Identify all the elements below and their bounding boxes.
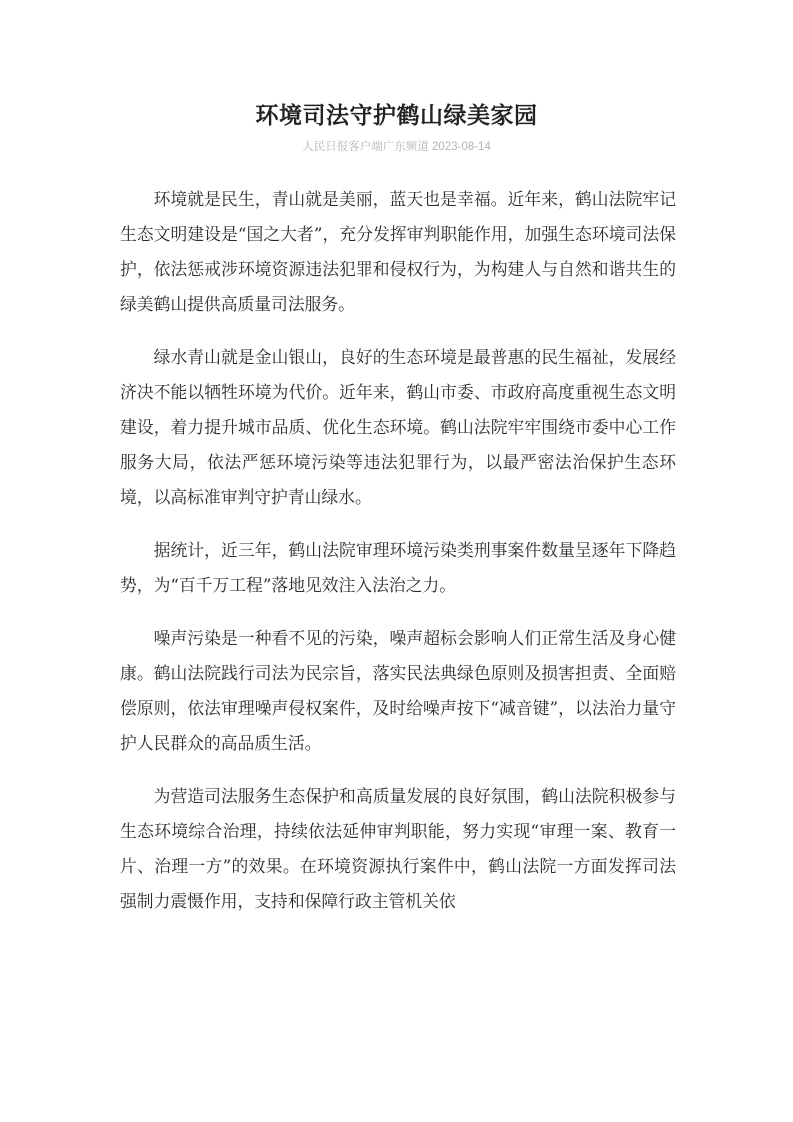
paragraph: 据统计，近三年，鹤山法院审理环境污染类刑事案件数量呈逐年下降趋势，为“百千万工程”落地见效注入法治之力。 [120, 540, 676, 595]
article-date: 2023-08-14 [431, 141, 491, 153]
paragraph: 为营造司法服务生态保护和高质量发展的良好氛围，鹤山法院积极参与生态环境综合治理，持续依法延伸审判职能，努力实现“审理一案、教育一片、治理一方”的效果。在环境资源执行案件中，鹤山法院一方面发挥司法强制力震慑作用，支持和保障行政主管机关依 [120, 786, 676, 911]
article-title: 环境司法守护鹤山绿美家园 [255, 102, 538, 129]
article-source: 人民日报客户端广东频道 [302, 141, 429, 153]
paragraph: 噪声污染是一种看不见的污染，噪声超标会影响人们正常生活及身心健康。鹤山法院践行司法为民宗旨，落实民法典绿色原则及损害担责、全面赔偿原则，依法审理噪声侵权案件，及时给噪声按下“减音键”，以法治力量守护人民群众的高品质生活。 [120, 628, 676, 753]
article-body [120, 182, 676, 937]
article-meta [0, 139, 793, 155]
paragraph: 绿水青山就是金山银山，良好的生态环境是最普惠的民生福祉，发展经济决不能以牺牲环境为代价。近年来，鹤山市委、市政府高度重视生态文明建设，着力提升城市品质、优化生态环境。鹤山法院牢牢围绕市委中心工作服务大局，依法严惩环境污染等违法犯罪行为，以最严密法治保护生态环境，以高标准审判守护青山绿水。 [120, 347, 676, 507]
paragraph: 环境就是民生，青山就是美丽，蓝天也是幸福。近年来，鹤山法院牢记生态文明建设是“国之大者”，充分发挥审判职能作用，加强生态环境司法保护，依法惩戒涉环境资源违法犯罪和侵权行为，为构建人与自然和谐共生的绿美鹤山提供高质量司法服务。 [120, 189, 676, 314]
